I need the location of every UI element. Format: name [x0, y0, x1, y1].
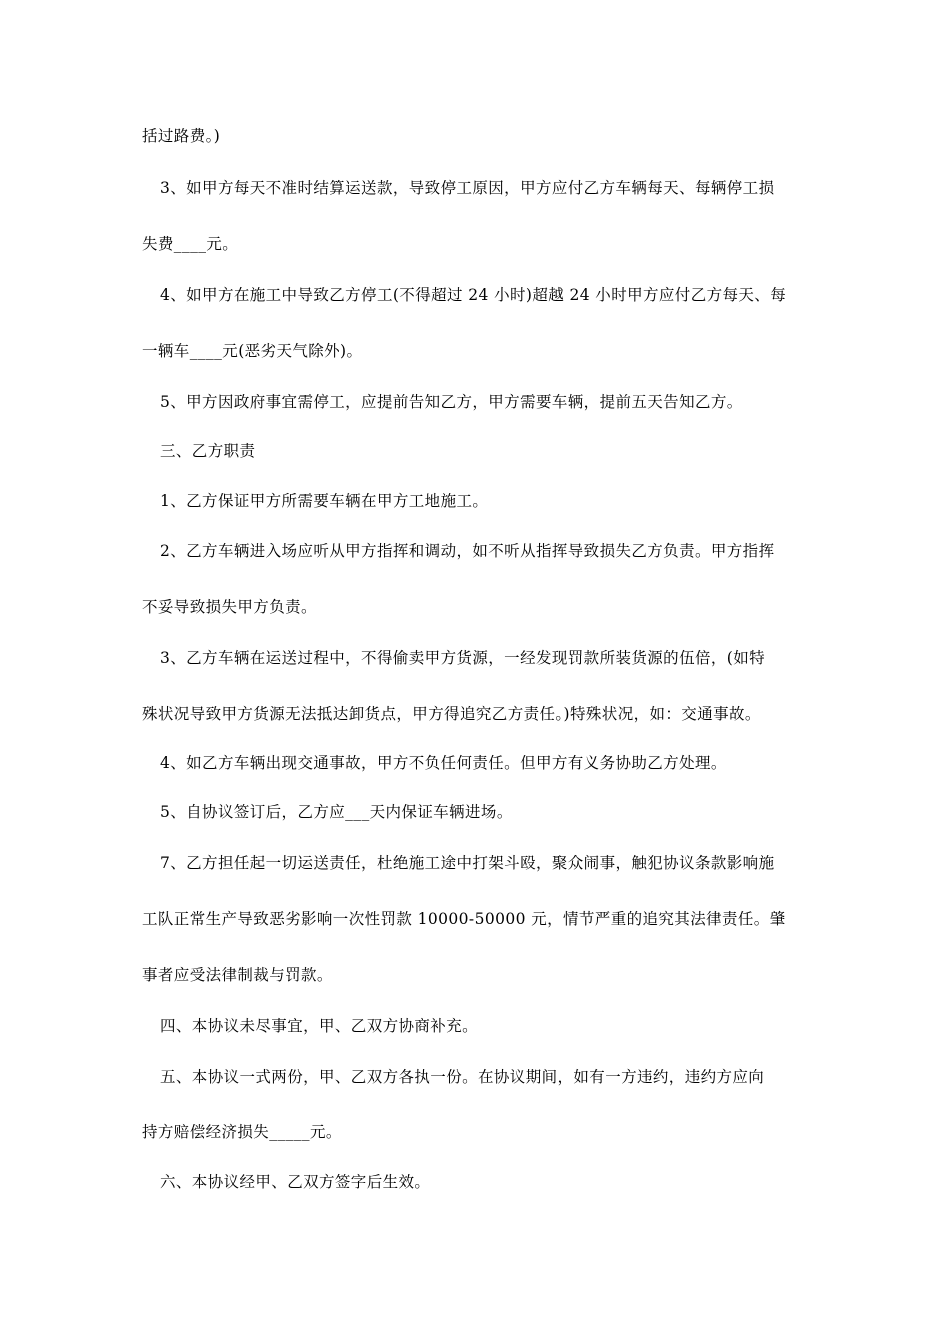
text-line-16: 工队正常生产导致恶劣影响一次性罚款 10000-50000 元，情节严重的追究其法律责任。肇	[142, 910, 786, 928]
text-line-12: 殊状况导致甲方货源无法抵达卸货点，甲方得追究乙方责任。)特殊状况，如：交通事故。	[142, 705, 761, 723]
text-line-3: 失费____元。	[142, 235, 239, 253]
text-line-15: 7、乙方担任起一切运送责任，杜绝施工途中打架斗殴，聚众闹事，触犯协议条款影响施	[160, 854, 775, 872]
text-line-8: 1、乙方保证甲方所需要车辆在甲方工地施工。	[160, 492, 489, 510]
text-line-6: 5、甲方因政府事宜需停工，应提前告知乙方，甲方需要车辆，提前五天告知乙方。	[160, 393, 743, 411]
text-line-14: 5、自协议签订后，乙方应___天内保证车辆进场。	[160, 803, 513, 821]
text-line-10: 不妥导致损失甲方负责。	[142, 598, 317, 616]
section-heading-5: 五、本协议一式两份，甲、乙双方各执一份。在协议期间，如有一方违约，违约方应向	[160, 1068, 765, 1086]
text-line-5: 一辆车____元(恶劣天气除外)。	[142, 342, 363, 360]
section-heading-3: 三、乙方职责	[160, 442, 256, 460]
section-heading-4: 四、本协议未尽事宜，甲、乙双方协商补充。	[160, 1017, 479, 1035]
text-line-13: 4、如乙方车辆出现交通事故，甲方不负任何责任。但甲方有义务协助乙方处理。	[160, 754, 727, 772]
text-line-1: 括过路费。)	[142, 127, 221, 145]
section-heading-6: 六、本协议经甲、乙双方签字后生效。	[160, 1173, 431, 1191]
text-line-2: 3、如甲方每天不准时结算运送款，导致停工原因，甲方应付乙方车辆每天、每辆停工损	[160, 179, 775, 197]
text-line-9: 2、乙方车辆进入场应听从甲方指挥和调动，如不听从指挥导致损失乙方负责。甲方指挥	[160, 542, 775, 560]
text-line-17: 事者应受法律制裁与罚款。	[142, 966, 333, 984]
text-line-4: 4、如甲方在施工中导致乙方停工(不得超过 24 小时)超越 24 小时甲方应付乙方每天、每	[160, 286, 787, 304]
text-line-20: 持方赔偿经济损失_____元。	[142, 1123, 342, 1141]
text-line-11: 3、乙方车辆在运送过程中，不得偷卖甲方货源，一经发现罚款所装货源的伍倍，(如特	[160, 649, 766, 667]
